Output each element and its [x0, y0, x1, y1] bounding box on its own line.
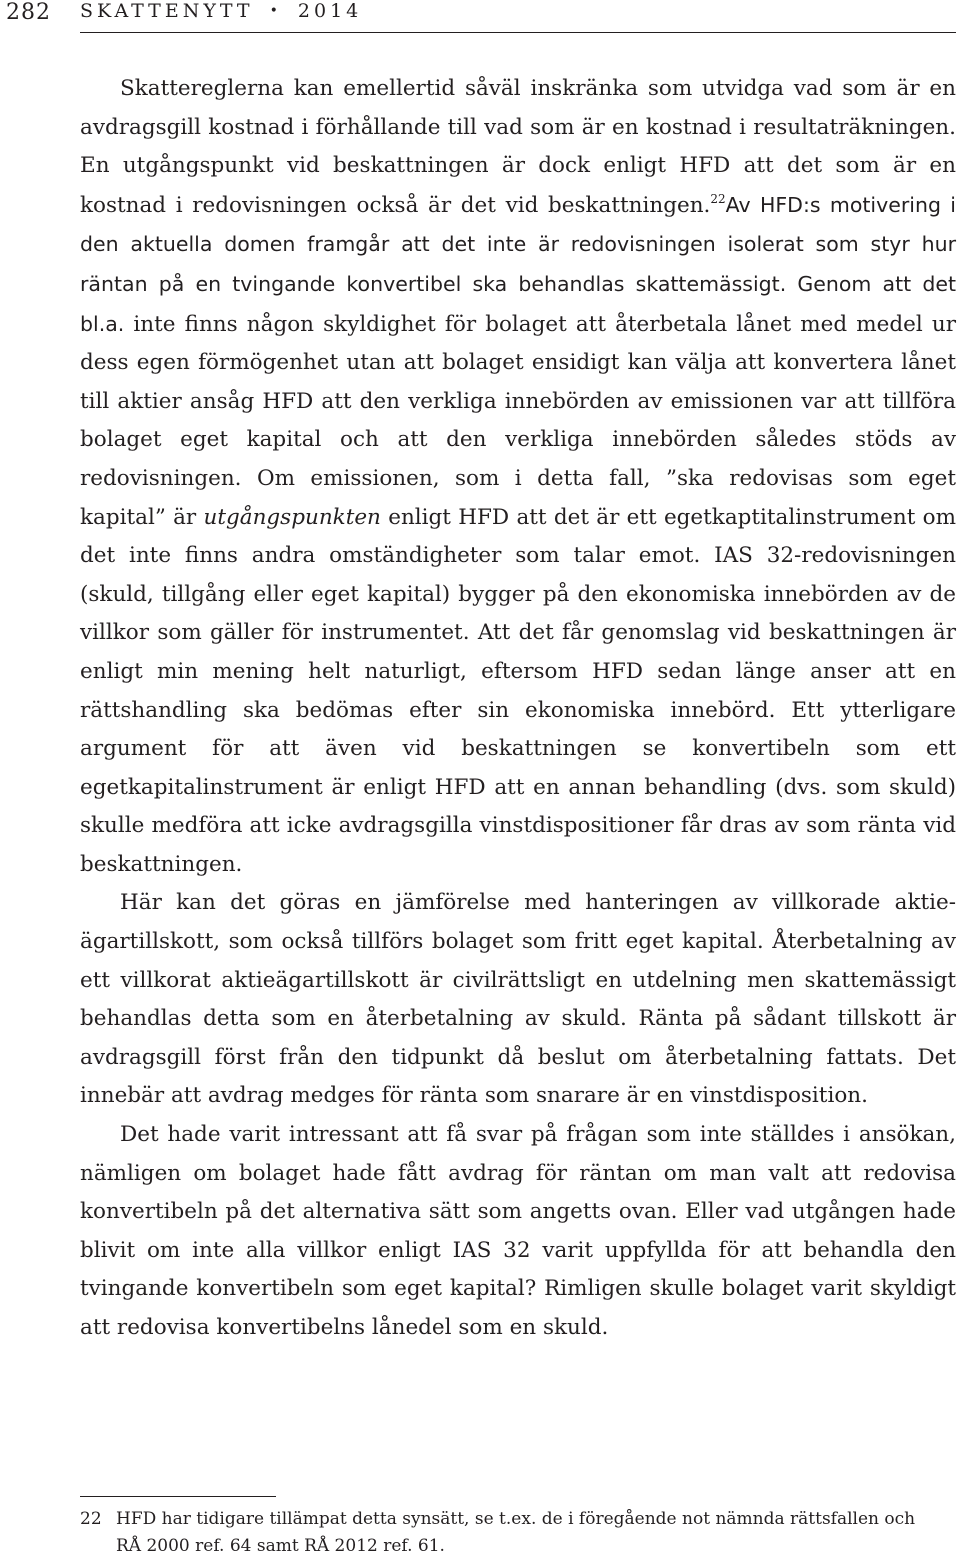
footnote-text-1: HFD har tidigare tillämpat detta synsätt, se t.ex. de i föregående not nämnda rättsfallen och — [116, 1509, 916, 1529]
footnote-line-2: RÅ 2000 ref. 64 samt RÅ 2012 ref. 61. — [116, 1536, 445, 1556]
paragraph-1-intro: Skattereglerna kan emellertid såväl inskränka som utvidga vad som är en avdragsgill kostnad i förhållande till vad som är en kostnad i resultaträkningen. En utgångspunkt vid beskattningen är dock enligt HFD att det som är en kostnad i redovisningen också är det vid beskattningen. — [80, 76, 956, 218]
paragraph-2: Här kan det göras en jämförelse med hanteringen av villkorade aktieägartillskott, som också tillförs bolaget som fritt eget kapital. Återbetalning av ett villkorat aktieägartillskott är civilrättsligt en utdelning men skattemässigt behandlas detta som en återbetalning av skuld. Ränta på sådant tillskott är avdragsgill först från den tidpunkt då beslut om återbetalning fattats. Det innebär att avdrag medges för ränta som snarare är en vinstdisposition. — [80, 890, 956, 1109]
body-text — [80, 70, 956, 1348]
header-rule — [80, 32, 956, 33]
footnote-reference[interactable]: 22 — [710, 191, 726, 206]
page-number: 282 — [6, 0, 51, 25]
paragraph-3: Det hade varit intressant att få svar på frågan som inte ställdes i ansökan, nämligen om bolaget hade fått avdrag för räntan om man valt att redovisa konvertibeln på det alternativa sätt som angetts ovan. Eller vad utgången hade blivit om inte alla villkor enligt IAS 32 varit uppfyllda för att behandla den tvingande konvertibeln som eget kapital? Rimligen skulle bolaget varit skyldigt att redovisa konvertibelns lånedel som en skuld. — [80, 1122, 956, 1340]
journal-year: 2014 — [297, 0, 363, 22]
footnote — [80, 1506, 940, 1560]
footnote-number: 22 — [80, 1509, 102, 1529]
paragraph-1-rest: enligt HFD att det är ett egetkaptitalinstrument om det inte finns andra omständigheter som talar emot. IAS 32-redovisningen (skuld, tillgång eller eget kapital) bygger på den ekonomiska innebörden av de villkor som gäller för instrumentet. Att det får genomslag vid beskattningen är enligt min mening helt naturligt, eftersom HFD sedan länge anser att en rättshandling ska bedömas efter sin ekonomiska innebörd. Ett ytterligare argument för att även vid beskattningen se konvertibeln som ett egetkapitalinstrument är enligt HFD att en annan behandling (dvs. som skuld) skulle medföra att icke avdragsgilla vinstdispositioner får dras av som ränta vid beskattningen. — [80, 504, 956, 877]
paragraph-1-italic: utgångspunkten — [203, 504, 381, 530]
paragraph-1 — [80, 70, 956, 884]
bullet-separator: • — [269, 3, 282, 19]
page-header — [0, 0, 960, 30]
running-head — [80, 0, 362, 22]
journal-title: SKATTENYTT — [80, 0, 254, 22]
paragraph-1-sans-passage: Av HFD:s motivering i den aktuella domen framgår att det inte är redovisningen isolerat som styr hur räntan på en tvingande konvertibel ska behandlas skattemässigt. Genom att det bl.a. — [80, 192, 956, 336]
paragraph-1-continuation: inte finns någon skyldighet för bolaget att återbetala lånet med medel ur dess egen förmögenhet utan att bolaget ensidigt kan välja att konvertera lånet till aktier ansåg HFD att den verkliga innebörden av emissionen var att tillföra bolaget eget kapital och att den verkliga innebörden således stöds av redovisningen. Om emissionen, som i detta fall, ”ska redovisas som eget kapital” är — [80, 311, 956, 530]
footnote-rule — [80, 1496, 276, 1497]
footnote-line-1 — [80, 1506, 940, 1533]
